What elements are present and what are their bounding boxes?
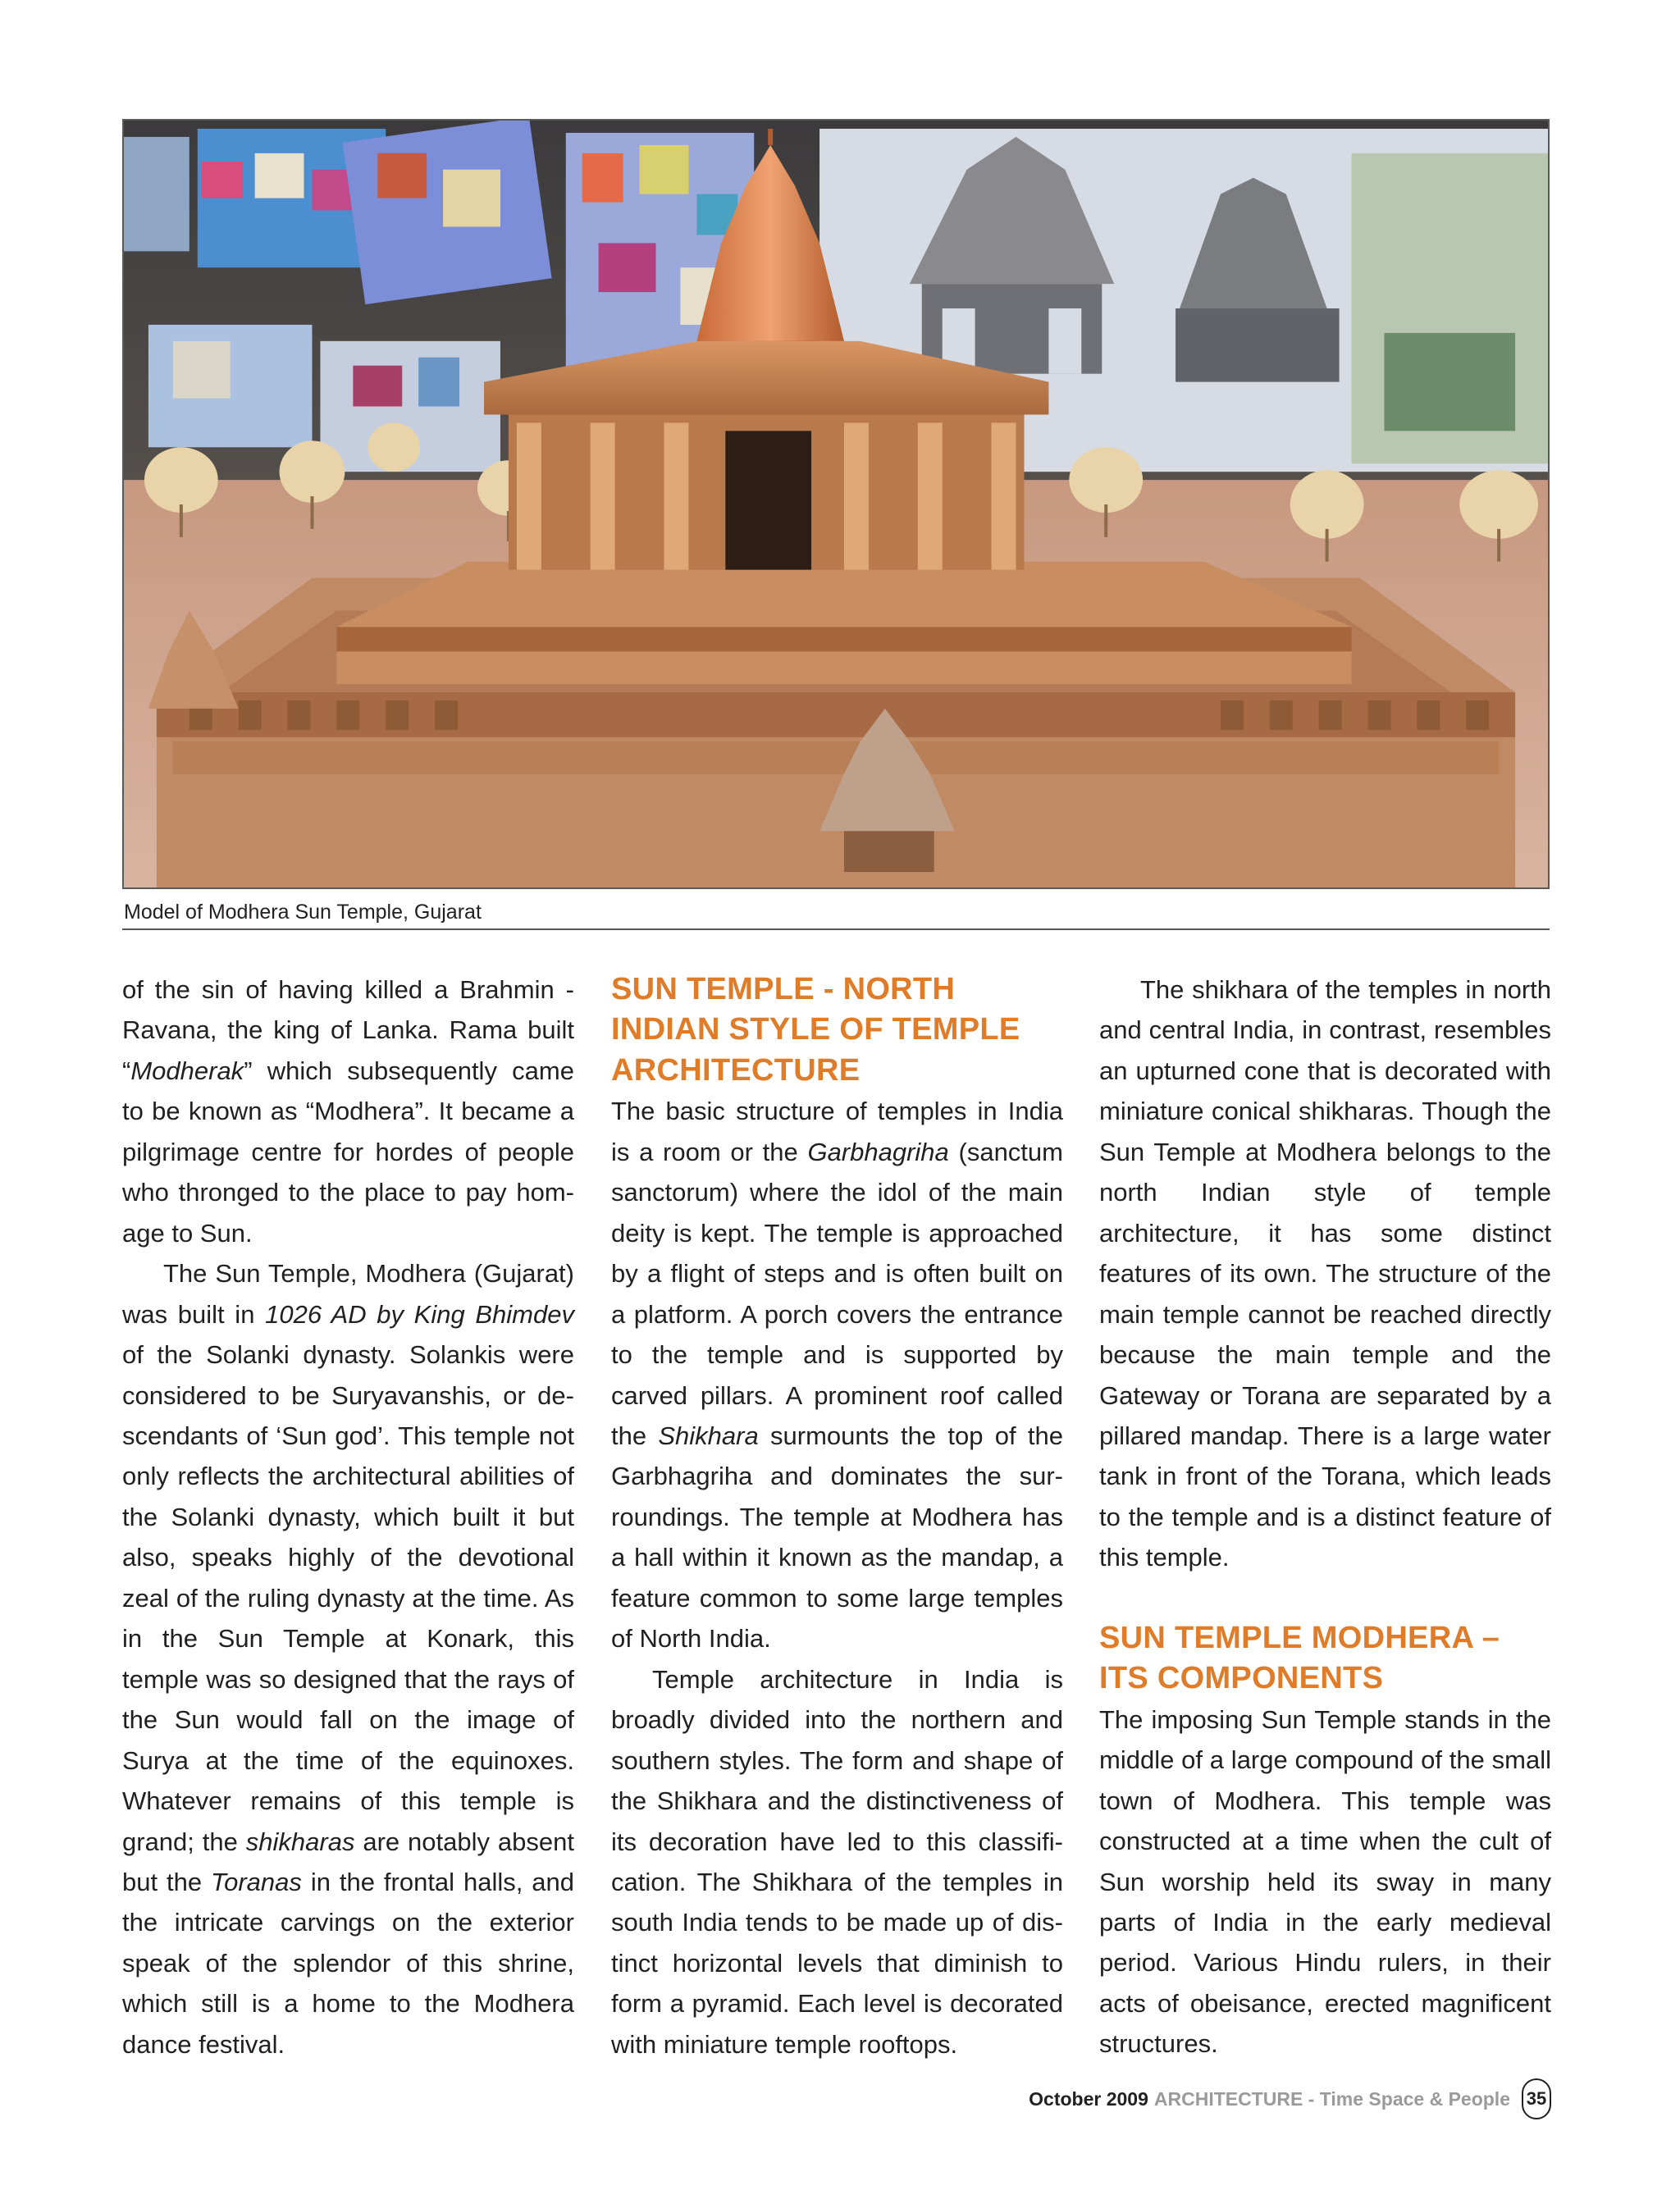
column3-paragraph-2: The imposing Sun Temple stands in the middle of a large compound of the small town of Modhera. This temple was constructed at a time when the cult of Sun worship held its sway in many parts of India in the early medieval period. Various Hindu rulers, in their acts of obeisance, erected magnificent structures. xyxy=(1099,1704,1551,2059)
text-run: The Sun Temple, Modhera (Gujarat) was built in xyxy=(122,1259,574,1329)
photo-caption: Model of Modhera Sun Temple, Gujarat xyxy=(124,901,482,924)
section-heading-north-indian-style: SUN TEMPLE - NORTH INDIAN STYLE OF TEMPLE ARCHITECTURE xyxy=(611,972,1020,1088)
italic-run: Toranas xyxy=(211,1867,302,1896)
text-column-2 xyxy=(611,969,1063,2064)
column1-paragraph-1 xyxy=(122,969,574,1253)
column2-paragraph-2: Temple architecture in India is broadly divided into the northern and southern styles. The form and shape of the Shikhara and the distinctiveness of its decoration have led to this classification. The Shikhara of the temples in south India tends to be made up of distinct horizontal levels that diminish to form a pyramid. Each level is decorated with miniature temple rooftops. xyxy=(611,1664,1063,2059)
text-column-1 xyxy=(122,969,574,2064)
column1-paragraph-2 xyxy=(122,1253,574,2064)
section-heading-components: SUN TEMPLE MODHERA – ITS COMPONENTS xyxy=(1099,1620,1500,1696)
italic-run: Garbhagriha xyxy=(807,1137,949,1166)
issue-date: October 2009 xyxy=(1029,2087,1148,2110)
column3-paragraph-1: The shikhara of the temples in north and central India, in contrast, resembles an upturned cone that is decorated with miniature conical shikharas. Though the Sun Temple at Modhera belongs to the north Indian style of temple architecture, it has some distinct features of its own. The structure of the main temple cannot be reached directly because the main temple and the Gateway or Torana are separated by a pillared mandap. There is a large water tank in front of the Torana, which leads to the temple and is a distinct feature of this temple. xyxy=(1099,975,1551,1572)
italic-run: 1026 AD by King Bhimdev xyxy=(265,1299,574,1329)
temple-model-illustration xyxy=(124,121,1548,887)
italic-run: shikharas xyxy=(245,1827,355,1856)
text-run: (sanctum sanctorum) where the idol of the main deity is kept. The temple is approached by a flight of steps and is often built on a platform. A porch covers the entrance to the temple and is supported by carved pillars. A prominent roof called the xyxy=(611,1137,1063,1450)
text-run: in the frontal halls, and the intricate carvings on the exterior speak of the splendor of this shrine, which still is a home to the Modhera dance festival. xyxy=(122,1867,574,2059)
text-column-3 xyxy=(1099,969,1551,2064)
text-run: of the Solanki dynasty. Solankis were considered to be Suryavanshis, or descendants of ‘Sun god’. This temple not only reflects the architectural abilities of the Solanki dynasty, which built it but also, speaks highly of the devotional zeal of the ruling dynasty at the time. As in the Sun Temple at Konark, this temple was so designed that the rays of the Sun would fall on the image of Surya at the time of the equinoxes. Whatever remains of this temple is grand; the xyxy=(122,1340,574,1856)
italic-run: Shikhara xyxy=(658,1421,759,1450)
text-run: of the sin of having killed a Brahmin - Ravana, the king of Lanka. Rama built “ xyxy=(122,975,574,1085)
text-run: The basic structure of temples in India is a room or the xyxy=(611,1097,1063,1166)
column2-paragraph-1 xyxy=(611,1091,1063,1658)
text-run: surmounts the top of the Garbhagriha and dominates the surroundings. The temple at Modhera has a hall within it known as the mandap, a feature common to some large temples of North India. xyxy=(611,1421,1063,1654)
text-run: are notably absent but the xyxy=(122,1827,574,1896)
text-run: ” which subsequently came to be known as “Modhera”. It became a pilgrimage centre for hordes of people who thronged to the place to pay homage to Sun. xyxy=(122,1056,574,1248)
italic-run: Modherak xyxy=(130,1056,244,1085)
page-number: 35 xyxy=(1522,2078,1551,2119)
magazine-title: ARCHITECTURE - Time Space & People xyxy=(1153,2087,1510,2110)
temple-model-photo xyxy=(122,119,1550,889)
caption-divider xyxy=(122,928,1550,930)
page-footer xyxy=(1029,2078,1551,2119)
